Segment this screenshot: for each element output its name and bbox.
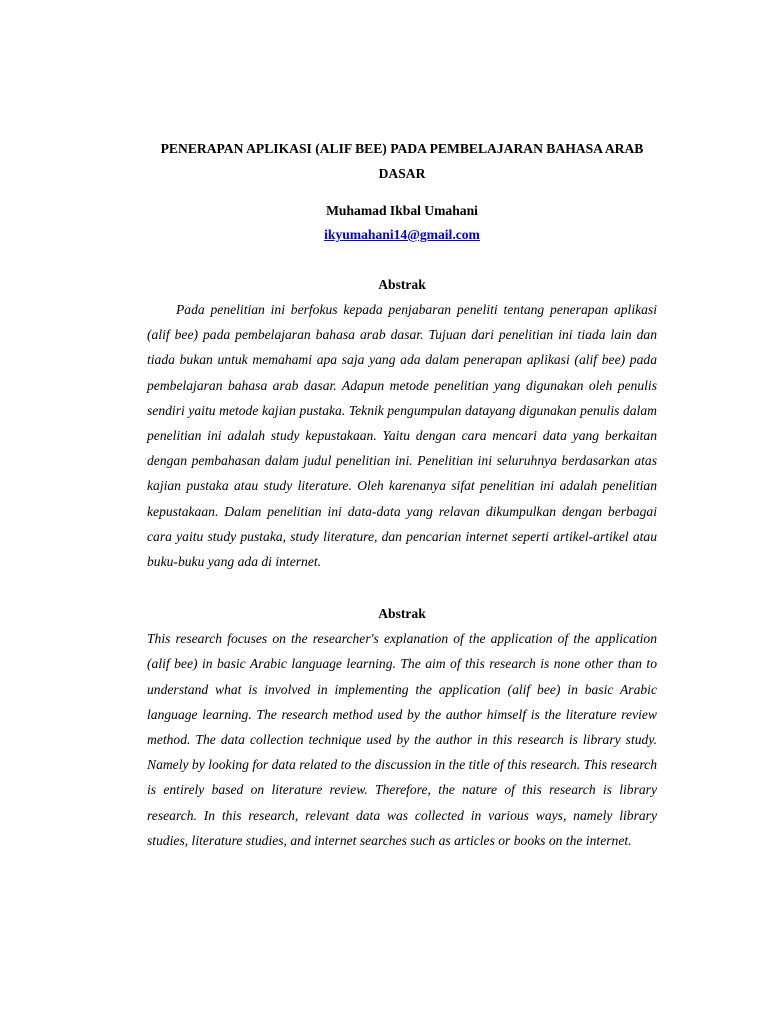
abstract-text-indonesian: Pada penelitian ini berfokus kepada penjabaran peneliti tentang penerapan aplikasi (alif bee) pada pembelajaran bahasa arab dasar. Tujuan dari penelitian ini tiada lain dan tiada bukan untuk memahami apa saja yang ada dalam penerapan aplikasi (alif bee) pada pembelajaran bahasa arab dasar. Adapun metode penelitian yang digunakan oleh penulis sendiri yaitu metode kajian pustaka. Teknik pengumpulan datayang digunakan penulis dalam penelitian ini adalah study kepustakaan. Yaitu dengan cara mencari data yang berkaitan dengan pembahasan dalam judul penelitian ini. Penelitian ini seluruhnya berdasarkan atas kajian pustaka atau study literature. Oleh karenanya sifat penelitian ini adalah penelitian kepustakaan. Dalam penelitian ini data-data yang relavan dikumpulkan dengan berbagai cara yaitu study pustaka, study literature, dan pencarian internet seperti artikel-artikel atau buku-buku yang ada di internet. <box>147 302 657 570</box>
author-name: Muhamad Ikbal Umahani <box>326 203 478 218</box>
paper-page <box>147 136 657 853</box>
abstract-text-english: This research focuses on the researcher's explanation of the application of the application (alif bee) in basic Arabic language learning. The aim of this research is none other than to understand what is involved in implementing the application (alif bee) in basic Arabic language learning. The research method used by the author himself is the literature review method. The data collection technique used by the author in this research is library study. Namely by looking for data related to the discussion in the title of this research. This research is entirely based on literature review. Therefore, the nature of this research is library research. In this research, relevant data was collected in various ways, namely library studies, literature studies, and internet searches such as articles or books on the internet. <box>147 631 657 848</box>
paper-title: PENERAPAN APLIKASI (ALIF BEE) PADA PEMBELAJARAN BAHASA ARAB DASAR <box>160 141 644 181</box>
author-email-link[interactable]: ikyumahani14@gmail.com <box>324 227 480 242</box>
abstract-heading-english: Abstrak <box>378 606 426 622</box>
abstract-heading-indonesian: Abstrak <box>378 277 426 292</box>
